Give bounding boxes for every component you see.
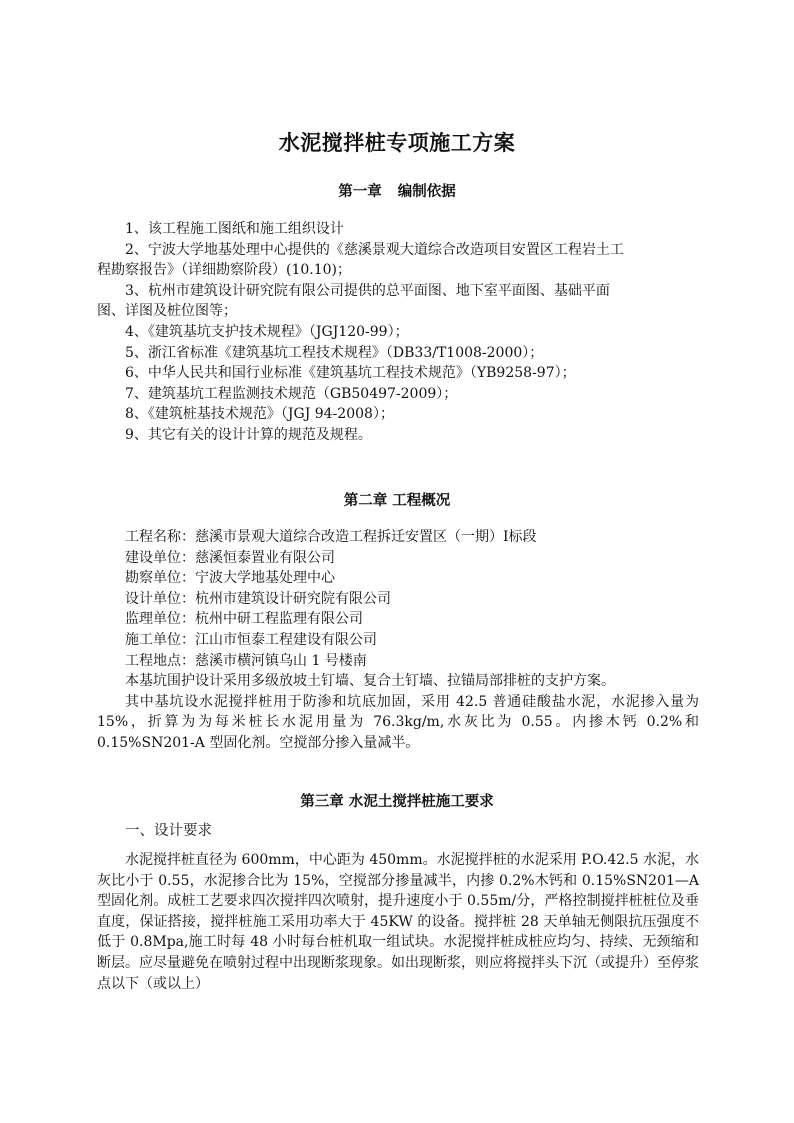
chapter-2-heading: 第二章 工程概况 — [343, 492, 451, 509]
design-requirements-paragraph: 水泥搅拌桩直径为 600mm，中心距为 450mm。水泥搅拌桩的水泥采用 P.O.42.5 水泥，水灰比小于 0.55，水泥掺合比为 15%，空搅部分掺量减半，内掺 0.2%木钙和 0.15%SN201—A 型固化剂。成桩工艺要求四次搅拌四次喷射，提升速度小于 0.55m/分，严格控制搅拌桩桩位及垂直度，保证搭接，搅拌桩施工采用功率大于 45KW 的设备。搅拌桩 28 天单轴无侧限抗压强度不低于 0.8Mpa,施工时每 48 小时每台桩机取一组试块。水泥搅拌桩成桩应均匀、持续、无颈缩和断层。应尽量避免在喷射过程中出现断浆现象。如出现断浆，则应将搅拌头下沉（或提升）至停浆点以下（或以上） — [97, 852, 699, 992]
list-item: 1、该工程施工图纸和施工组织设计 — [125, 221, 344, 237]
chapter-1-number: 第一章 — [338, 183, 382, 200]
support-scheme-paragraph: 本基坑围护设计采用多级放坡土钉墙、复合土钉墙、拉锚局部排桩的支护方案。 — [125, 673, 615, 690]
list-item: 2、宁波大学地基处理中心提供的《慈溪景观大道综合改造项目安置区工程岩土工 — [125, 241, 624, 258]
chapter-1-heading — [0, 180, 794, 201]
list-item: 7、建筑基坑工程监测技术规范（GB50497-2009）； — [125, 385, 458, 402]
section-design-requirements: 一、设计要求 — [125, 823, 212, 839]
project-location: 工程地点：慈溪市横河镇乌山 1 号楼南 — [125, 652, 367, 669]
list-item: 4、《建筑基坑支护技术规程》（JGJ120-99）； — [125, 323, 409, 340]
chapter-3-heading: 第三章 水泥土搅拌桩施工要求 — [300, 793, 494, 810]
list-item: 3、杭州市建筑设计研究院有限公司提供的总平面图、地下室平面图、基础平面 — [125, 282, 610, 299]
list-item: 5、浙江省标准《建筑基坑工程技术规程》（DB33/T1008-2000）； — [125, 344, 544, 361]
construction-unit: 施工单位：江山市恒泰工程建设有限公司 — [125, 631, 377, 648]
project-name: 工程名称：慈溪市景观大道综合改造工程拆迁安置区（一期）Ⅰ标段 — [125, 529, 537, 545]
list-item: 8、《建筑桩基技术规范》（JGJ 94-2008）； — [125, 406, 394, 423]
chapter-1-list — [97, 219, 699, 446]
list-item-continuation: 图、详图及桩位图等； — [97, 303, 237, 320]
owner-unit: 建设单位：慈溪恒泰置业有限公司 — [125, 549, 335, 566]
list-item: 6、中华人民共和国行业标准《建筑基坑工程技术规范》（YB9258-97）； — [125, 365, 576, 382]
chapter-1-name: 编制依据 — [397, 183, 456, 200]
design-unit: 设计单位：杭州市建筑设计研究院有限公司 — [125, 590, 391, 607]
chapter-3-body — [97, 850, 699, 994]
chapter-2-info — [97, 527, 699, 754]
supervision-unit: 监理单位：杭州中研工程监理有限公司 — [125, 611, 363, 628]
survey-unit: 勘察单位：宁波大学地基处理中心 — [125, 570, 335, 587]
cement-pile-paragraph: 其中基坑设水泥搅拌桩用于防渗和坑底加固，采用 42.5 普通硅酸盐水泥，水泥掺入量为 15%，折算为为每米桩长水泥用量为 76.3kg/m,水灰比为 0.55。内掺木钙 0.2%和 0.15%SN201-A 型固化剂。空搅部分掺入量减半。 — [97, 693, 699, 751]
list-item: 9、其它有关的设计计算的规范及规程。 — [125, 426, 372, 443]
list-item-continuation: 程勘察报告》（详细勘察阶段）(10.10)； — [97, 262, 352, 279]
document-title: 水泥搅拌桩专项施工方案 — [278, 130, 516, 155]
